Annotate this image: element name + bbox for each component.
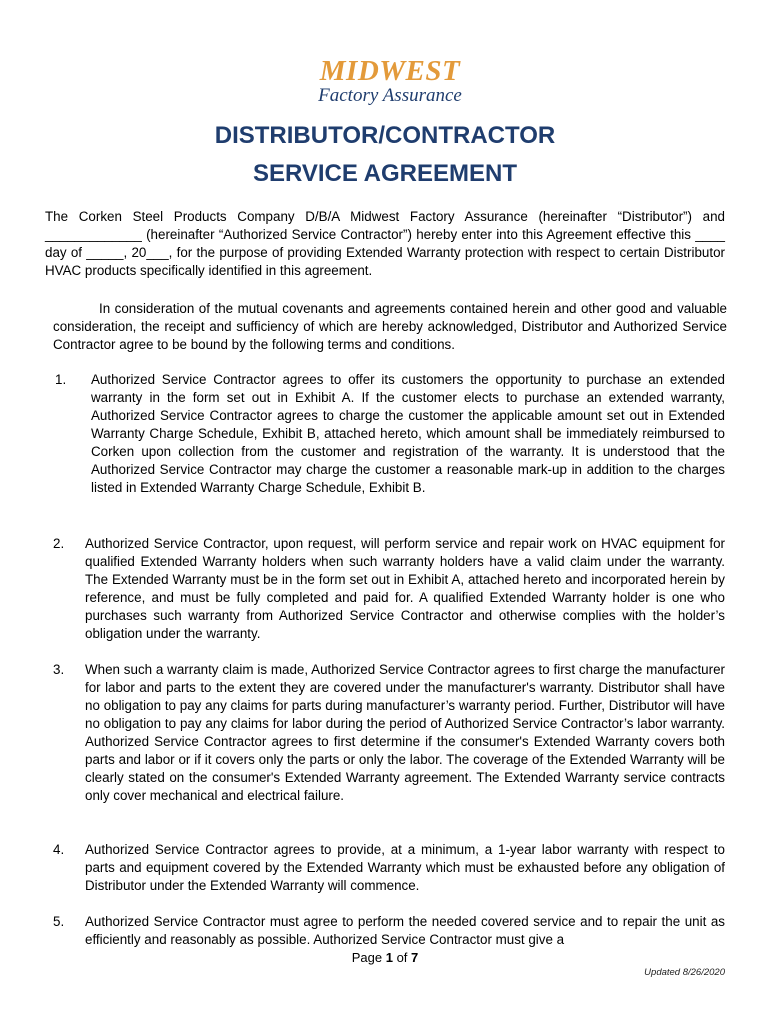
- page-number: 1: [385, 950, 393, 965]
- item-text: Authorized Service Contractor, upon request, will perform service and repair work on HVAC equipment for qualified Extended Warranty holders when such warranty holders have a valid claim under the warranty. The Extended Warranty must be in the form set out in Exhibit A, attached hereto and incorporated herein by reference, and must be fully completed and paid for. A qualified Extended Warranty holder is one who purchases such warranty from Authorized Service Contractor and otherwise complies with the holder’s obligation under the warranty.: [85, 536, 725, 641]
- item-text: Authorized Service Contractor agrees to offer its customers the opportunity to purchase an extended warranty in the form set out in Exhibit A. If the customer elects to purchase an extended warranty, Authorized Service Contractor agrees to charge the customer the applicable amount set out in Extended Warranty Charge Schedule, Exhibit B, attached hereto, which amount shall be immediately reimbursed to Corken upon collection from the customer and registration of the warranty. It is understood that the Authorized Service Contractor may charge the customer a reasonable mark-up in addition to the charges listed in Extended Warranty Charge Schedule, Exhibit B.: [91, 372, 725, 495]
- page-footer: [0, 950, 770, 966]
- intro-paragraph: The Corken Steel Products Company D/B/A Midwest Factory Assurance (hereinafter “Distributor”) and _____________ (hereinafter “Authorized Service Contractor”) hereby enter into this Agreement effective this ____ day of _____, 20___, for the purpose of providing Extended Warranty protection with respect to certain Distributor HVAC products specifically identified in this agreement.: [45, 209, 725, 278]
- document-title-line1: DISTRIBUTOR/CONTRACTOR: [214, 122, 556, 149]
- item-text: Authorized Service Contractor agrees to provide, at a minimum, a 1-year labor warranty with respect to parts and equipment covered by the Extended Warranty which must be exhausted before any obligation of Distributor under the Extended Warranty will commence.: [85, 842, 725, 893]
- of-word: of: [396, 950, 408, 965]
- logo-tagline: Factory Assurance: [318, 85, 462, 106]
- updated-date: Updated 8/26/2020: [644, 967, 725, 978]
- consideration-paragraph: In consideration of the mutual covenants and agreements contained herein and other good and valuable consideration, the receipt and sufficiency of which are hereby acknowledged, Distributor and Authorized Service Contractor agree to be bound by the following terms and conditions.: [53, 301, 727, 352]
- page-word: Page: [351, 950, 383, 965]
- item-number: 5.: [53, 914, 65, 929]
- item-number: 2.: [53, 536, 65, 551]
- item-text: When such a warranty claim is made, Authorized Service Contractor agrees to first charge the manufacturer for labor and parts to the extent they are covered under the manufacturer's warranty. Distributor shall have no obligation to pay any claims for parts during manufacturer’s warranty period. Further, Distributor will have no obligation to pay any claims for labor during the period of Authorized Service Contractor’s labor warranty. Authorized Service Contractor agrees to first determine if the consumer's Extended Warranty covers both parts and labor or if it covers only the parts or only the labor. The coverage of the Extended Warranty will be clearly stated on the consumer's Extended Warranty agreement. The Extended Warranty service contracts only cover mechanical and electrical failure.: [85, 662, 725, 803]
- page-total: 7: [411, 950, 419, 965]
- item-text: Authorized Service Contractor must agree to perform the needed covered service and to repair the unit as efficiently and reasonably as possible. Authorized Service Contractor must give a: [85, 914, 725, 947]
- item-number: 1.: [55, 372, 67, 387]
- logo-brand: MIDWEST: [319, 55, 461, 87]
- item-number: 4.: [53, 842, 65, 857]
- document-title-line2: SERVICE AGREEMENT: [252, 160, 518, 187]
- item-number: 3.: [53, 662, 65, 677]
- midwest-logo: [0, 56, 770, 106]
